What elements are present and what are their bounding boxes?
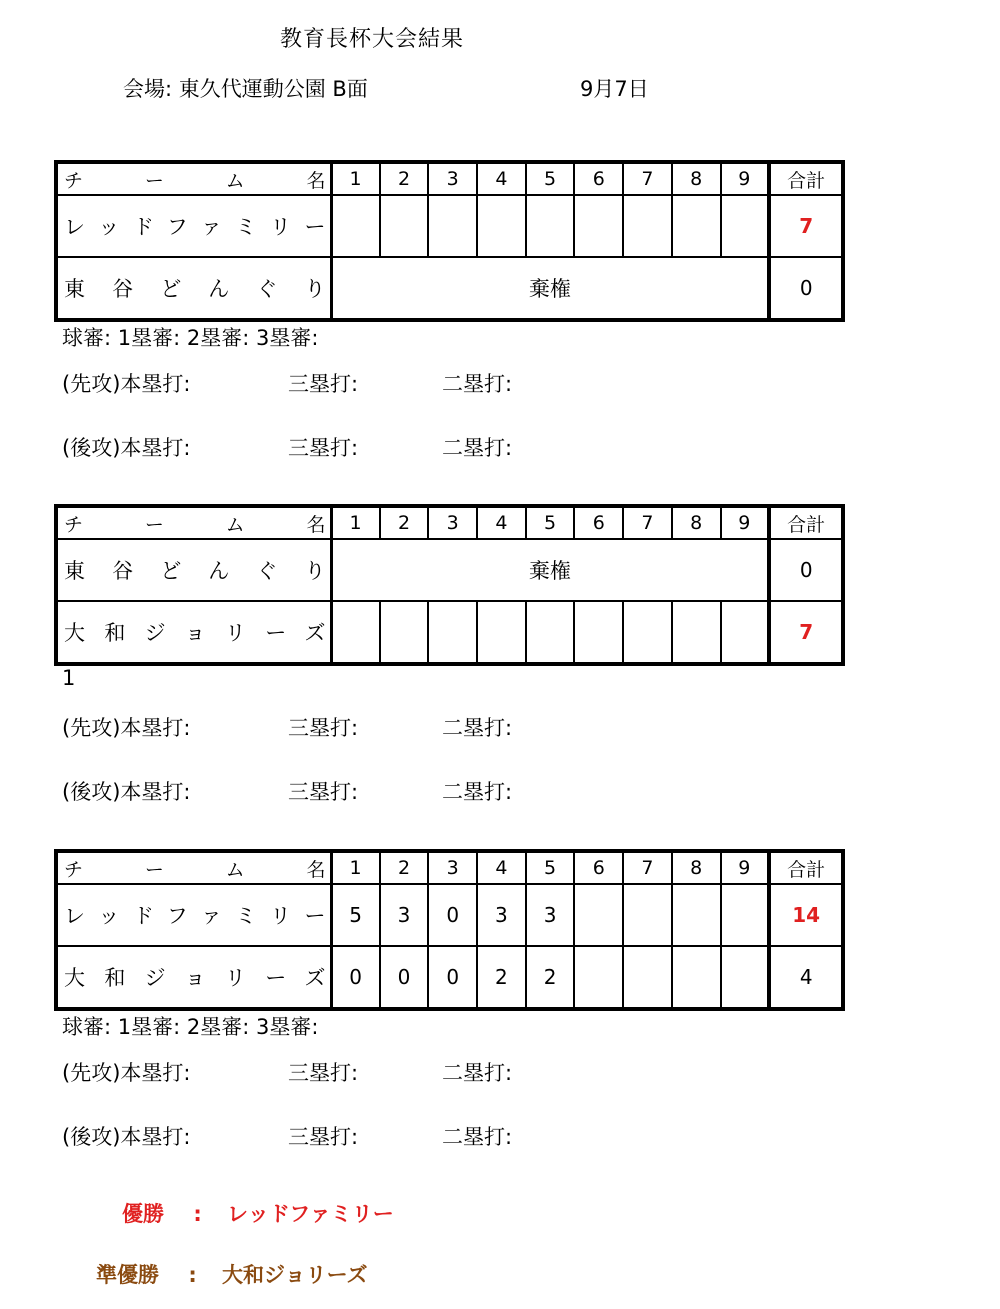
inning-header: 5 <box>526 162 575 195</box>
inning-score: 0 <box>331 946 380 1009</box>
inning-score <box>574 195 623 257</box>
date-text: 9月7日 <box>580 77 649 101</box>
inning-score <box>721 601 770 664</box>
inning-score <box>574 601 623 664</box>
inning-header: 1 <box>331 162 380 195</box>
total-header: 合計 <box>769 506 843 539</box>
inning-score <box>477 195 526 257</box>
triple-label: 三塁打: <box>288 436 359 460</box>
double-label: 二塁打: <box>442 436 513 460</box>
inning-header: 9 <box>721 851 770 884</box>
inning-score <box>623 946 672 1009</box>
inning-score <box>672 195 721 257</box>
inning-header: 5 <box>526 506 575 539</box>
team-header: チ ー ム 名 <box>56 851 331 884</box>
double-label: 二塁打: <box>442 372 513 396</box>
table-row <box>56 195 843 257</box>
inning-score <box>672 601 721 664</box>
inning-score <box>721 946 770 1009</box>
inning-score: 0 <box>428 946 477 1009</box>
umpires-line: 球審: 1塁審: 2塁審: 3塁審: <box>62 326 319 350</box>
forfeit-cell: 棄権 <box>331 539 769 601</box>
inning-score <box>331 601 380 664</box>
team-name: 東谷どんぐり <box>56 257 331 320</box>
forfeit-cell: 棄権 <box>331 257 769 320</box>
champion-label: 優勝 <box>122 1202 164 1226</box>
double-label: 二塁打: <box>442 716 513 740</box>
inning-score <box>477 601 526 664</box>
team-name: 東谷どんぐり <box>56 539 331 601</box>
home-run-label: (後攻)本塁打: <box>62 780 191 804</box>
total-header: 合計 <box>769 162 843 195</box>
inning-score: 3 <box>380 884 429 946</box>
inning-score <box>331 195 380 257</box>
inning-score <box>380 195 429 257</box>
home-run-label: (先攻)本塁打: <box>62 1061 191 1085</box>
runner-up-label: 準優勝 <box>96 1263 159 1287</box>
table-header-row <box>56 851 843 884</box>
inning-score <box>428 601 477 664</box>
umpires-line: 球審: 1塁審: 2塁審: 3塁審: <box>62 1015 319 1039</box>
table-row <box>56 884 843 946</box>
umpires-line: 1 <box>62 666 76 690</box>
inning-score <box>526 601 575 664</box>
champion-team: レッドファミリー <box>227 1202 394 1226</box>
inning-header: 6 <box>574 851 623 884</box>
total-score: 7 <box>769 601 843 664</box>
inning-score <box>623 601 672 664</box>
double-label: 二塁打: <box>442 1061 513 1085</box>
inning-header: 3 <box>428 162 477 195</box>
table-header-row <box>56 506 843 539</box>
double-label: 二塁打: <box>442 1125 513 1149</box>
double-label: 二塁打: <box>442 780 513 804</box>
total-score: 4 <box>769 946 843 1009</box>
inning-score: 2 <box>477 946 526 1009</box>
inning-header: 2 <box>380 162 429 195</box>
inning-header: 9 <box>721 162 770 195</box>
inning-score: 0 <box>428 884 477 946</box>
table-row <box>56 946 843 1009</box>
champion-line <box>122 1198 394 1228</box>
total-score: 14 <box>769 884 843 946</box>
inning-header: 8 <box>672 506 721 539</box>
triple-label: 三塁打: <box>288 780 359 804</box>
inning-header: 9 <box>721 506 770 539</box>
score-table <box>54 849 845 1011</box>
runner-up-team: 大和ジョリーズ <box>222 1263 368 1287</box>
score-table <box>54 160 845 322</box>
home-run-label: (後攻)本塁打: <box>62 1125 191 1149</box>
inning-score <box>623 884 672 946</box>
inning-header: 8 <box>672 162 721 195</box>
inning-score <box>672 884 721 946</box>
inning-score: 3 <box>526 884 575 946</box>
table-row <box>56 601 843 664</box>
total-score: 7 <box>769 195 843 257</box>
inning-score <box>721 884 770 946</box>
champion-sep: : <box>193 1202 202 1226</box>
inning-header: 3 <box>428 851 477 884</box>
team-header: チ ー ム 名 <box>56 506 331 539</box>
total-score: 0 <box>769 539 843 601</box>
inning-header: 8 <box>672 851 721 884</box>
inning-header: 4 <box>477 506 526 539</box>
inning-header: 1 <box>331 506 380 539</box>
table-row <box>56 539 843 601</box>
inning-score <box>574 884 623 946</box>
inning-score <box>428 195 477 257</box>
inning-header: 7 <box>623 851 672 884</box>
inning-score <box>574 946 623 1009</box>
inning-header: 6 <box>574 162 623 195</box>
inning-score <box>672 946 721 1009</box>
runner-up-line <box>96 1259 368 1289</box>
triple-label: 三塁打: <box>288 1061 359 1085</box>
inning-header: 2 <box>380 506 429 539</box>
team-name: レッドファミリー <box>56 884 331 946</box>
inning-score: 5 <box>331 884 380 946</box>
team-name: レッドファミリー <box>56 195 331 257</box>
inning-score <box>721 195 770 257</box>
inning-header: 5 <box>526 851 575 884</box>
inning-header: 7 <box>623 506 672 539</box>
inning-header: 6 <box>574 506 623 539</box>
inning-score <box>526 195 575 257</box>
home-run-label: (後攻)本塁打: <box>62 436 191 460</box>
table-header-row <box>56 162 843 195</box>
inning-header: 2 <box>380 851 429 884</box>
triple-label: 三塁打: <box>288 716 359 740</box>
page-title: 教育長杯大会結果 <box>280 27 465 52</box>
team-name: 大和ジョリーズ <box>56 601 331 664</box>
triple-label: 三塁打: <box>288 1125 359 1149</box>
inning-score: 0 <box>380 946 429 1009</box>
home-run-label: (先攻)本塁打: <box>62 372 191 396</box>
inning-header: 1 <box>331 851 380 884</box>
inning-header: 7 <box>623 162 672 195</box>
score-table <box>54 504 845 666</box>
inning-header: 4 <box>477 162 526 195</box>
triple-label: 三塁打: <box>288 372 359 396</box>
inning-header: 3 <box>428 506 477 539</box>
inning-score <box>380 601 429 664</box>
table-row <box>56 257 843 320</box>
total-score: 0 <box>769 257 843 320</box>
runner-up-sep: : <box>188 1263 197 1287</box>
team-header: チ ー ム 名 <box>56 162 331 195</box>
venue-text: 会場: 東久代運動公園 B面 <box>123 77 368 101</box>
inning-score: 2 <box>526 946 575 1009</box>
team-name: 大和ジョリーズ <box>56 946 331 1009</box>
total-header: 合計 <box>769 851 843 884</box>
inning-header: 4 <box>477 851 526 884</box>
inning-score <box>623 195 672 257</box>
inning-score: 3 <box>477 884 526 946</box>
home-run-label: (先攻)本塁打: <box>62 716 191 740</box>
